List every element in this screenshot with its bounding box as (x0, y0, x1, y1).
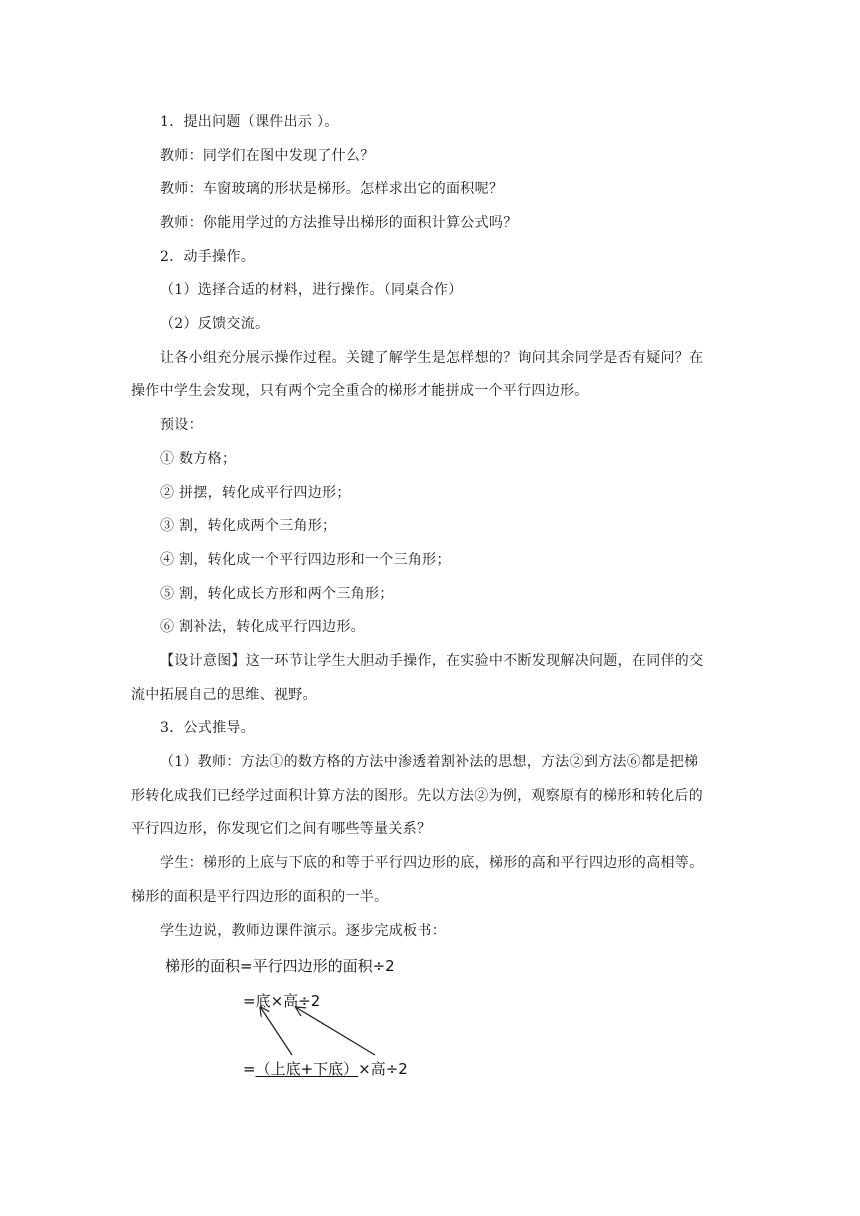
text-line-6: （1）选择合适的材料，进行操作。（同桌合作） (160, 282, 463, 298)
text-line-2: 教师：同学们在图中发现了什么？ (160, 148, 375, 164)
text-line-15: ⑤ 割，转化成长方形和两个三角形； (160, 586, 394, 602)
text-line-22: 平行四边形，你发现它们之间有哪些等量关系？ (131, 821, 432, 837)
text-line-1: 1．提出问题（课件出示 ）。 (160, 114, 339, 130)
arrow-to-height (297, 1008, 375, 1055)
text-line-8: 让各小组充分展示操作过程。关键了解学生是怎样想的？询问其余同学是否有疑问？在 (160, 350, 704, 366)
text-line-12: ② 拼摆，转化成平行四边形； (160, 485, 351, 501)
text-line-13: ③ 割，转化成两个三角形； (160, 518, 337, 534)
text-line-21: 形转化成我们已经学过面积计算方法的图形。先以方法②为例，观察原有的梯形和转化后的 (131, 788, 703, 804)
formula-line-2: =底×高÷2 (243, 992, 321, 1010)
text-line-5: 2．动手操作。 (160, 249, 256, 265)
text-line-24: 梯形的面积是平行四边形的面积的一半。 (131, 889, 389, 905)
text-line-14: ④ 割，转化成一个平行四边形和一个三角形； (160, 552, 451, 568)
formula-line-3-prefix: = (243, 1060, 256, 1078)
text-line-7: （2）反馈交流。 (160, 316, 270, 332)
text-line-4: 教师：你能用学过的方法推导出梯形的面积计算公式吗？ (160, 215, 518, 231)
text-line-18: 流中拓展自己的思维、视野。 (131, 687, 317, 703)
text-line-20: （1）教师：方法①的数方格的方法中渗透着割补法的思想，方法②到方法⑥都是把梯 (160, 754, 699, 770)
text-line-3: 教师：车窗玻璃的形状是梯形。怎样求出它的面积呢？ (160, 181, 504, 197)
formula-line-1: 梯形的面积=平行四边形的面积÷2 (165, 957, 395, 975)
formula-line-3-underlined: （上底+下底） (255, 1060, 359, 1078)
text-line-23: 学生：梯形的上底与下底的和等于平行四边形的底，梯形的高和平行四边形的高相等。 (160, 855, 704, 871)
text-line-19: 3．公式推导。 (160, 720, 256, 736)
text-line-9: 操作中学生会发现，只有两个完全重合的梯形才能拼成一个平行四边形。 (131, 383, 589, 399)
arrow-to-base (261, 1008, 292, 1055)
text-line-10: 预设： (160, 417, 203, 433)
text-line-17: 【设计意图】这一环节让学生大胆动手操作，在实验中不断发现解决问题，在同伴的交 (160, 653, 704, 669)
text-line-16: ⑥ 割补法，转化成平行四边形。 (160, 619, 365, 635)
text-line-11: ① 数方格； (160, 451, 237, 467)
text-line-25: 学生边说，教师边课件演示。逐步完成板书： (160, 923, 446, 939)
formula-line-3-suffix: ×高÷2 (358, 1060, 408, 1078)
